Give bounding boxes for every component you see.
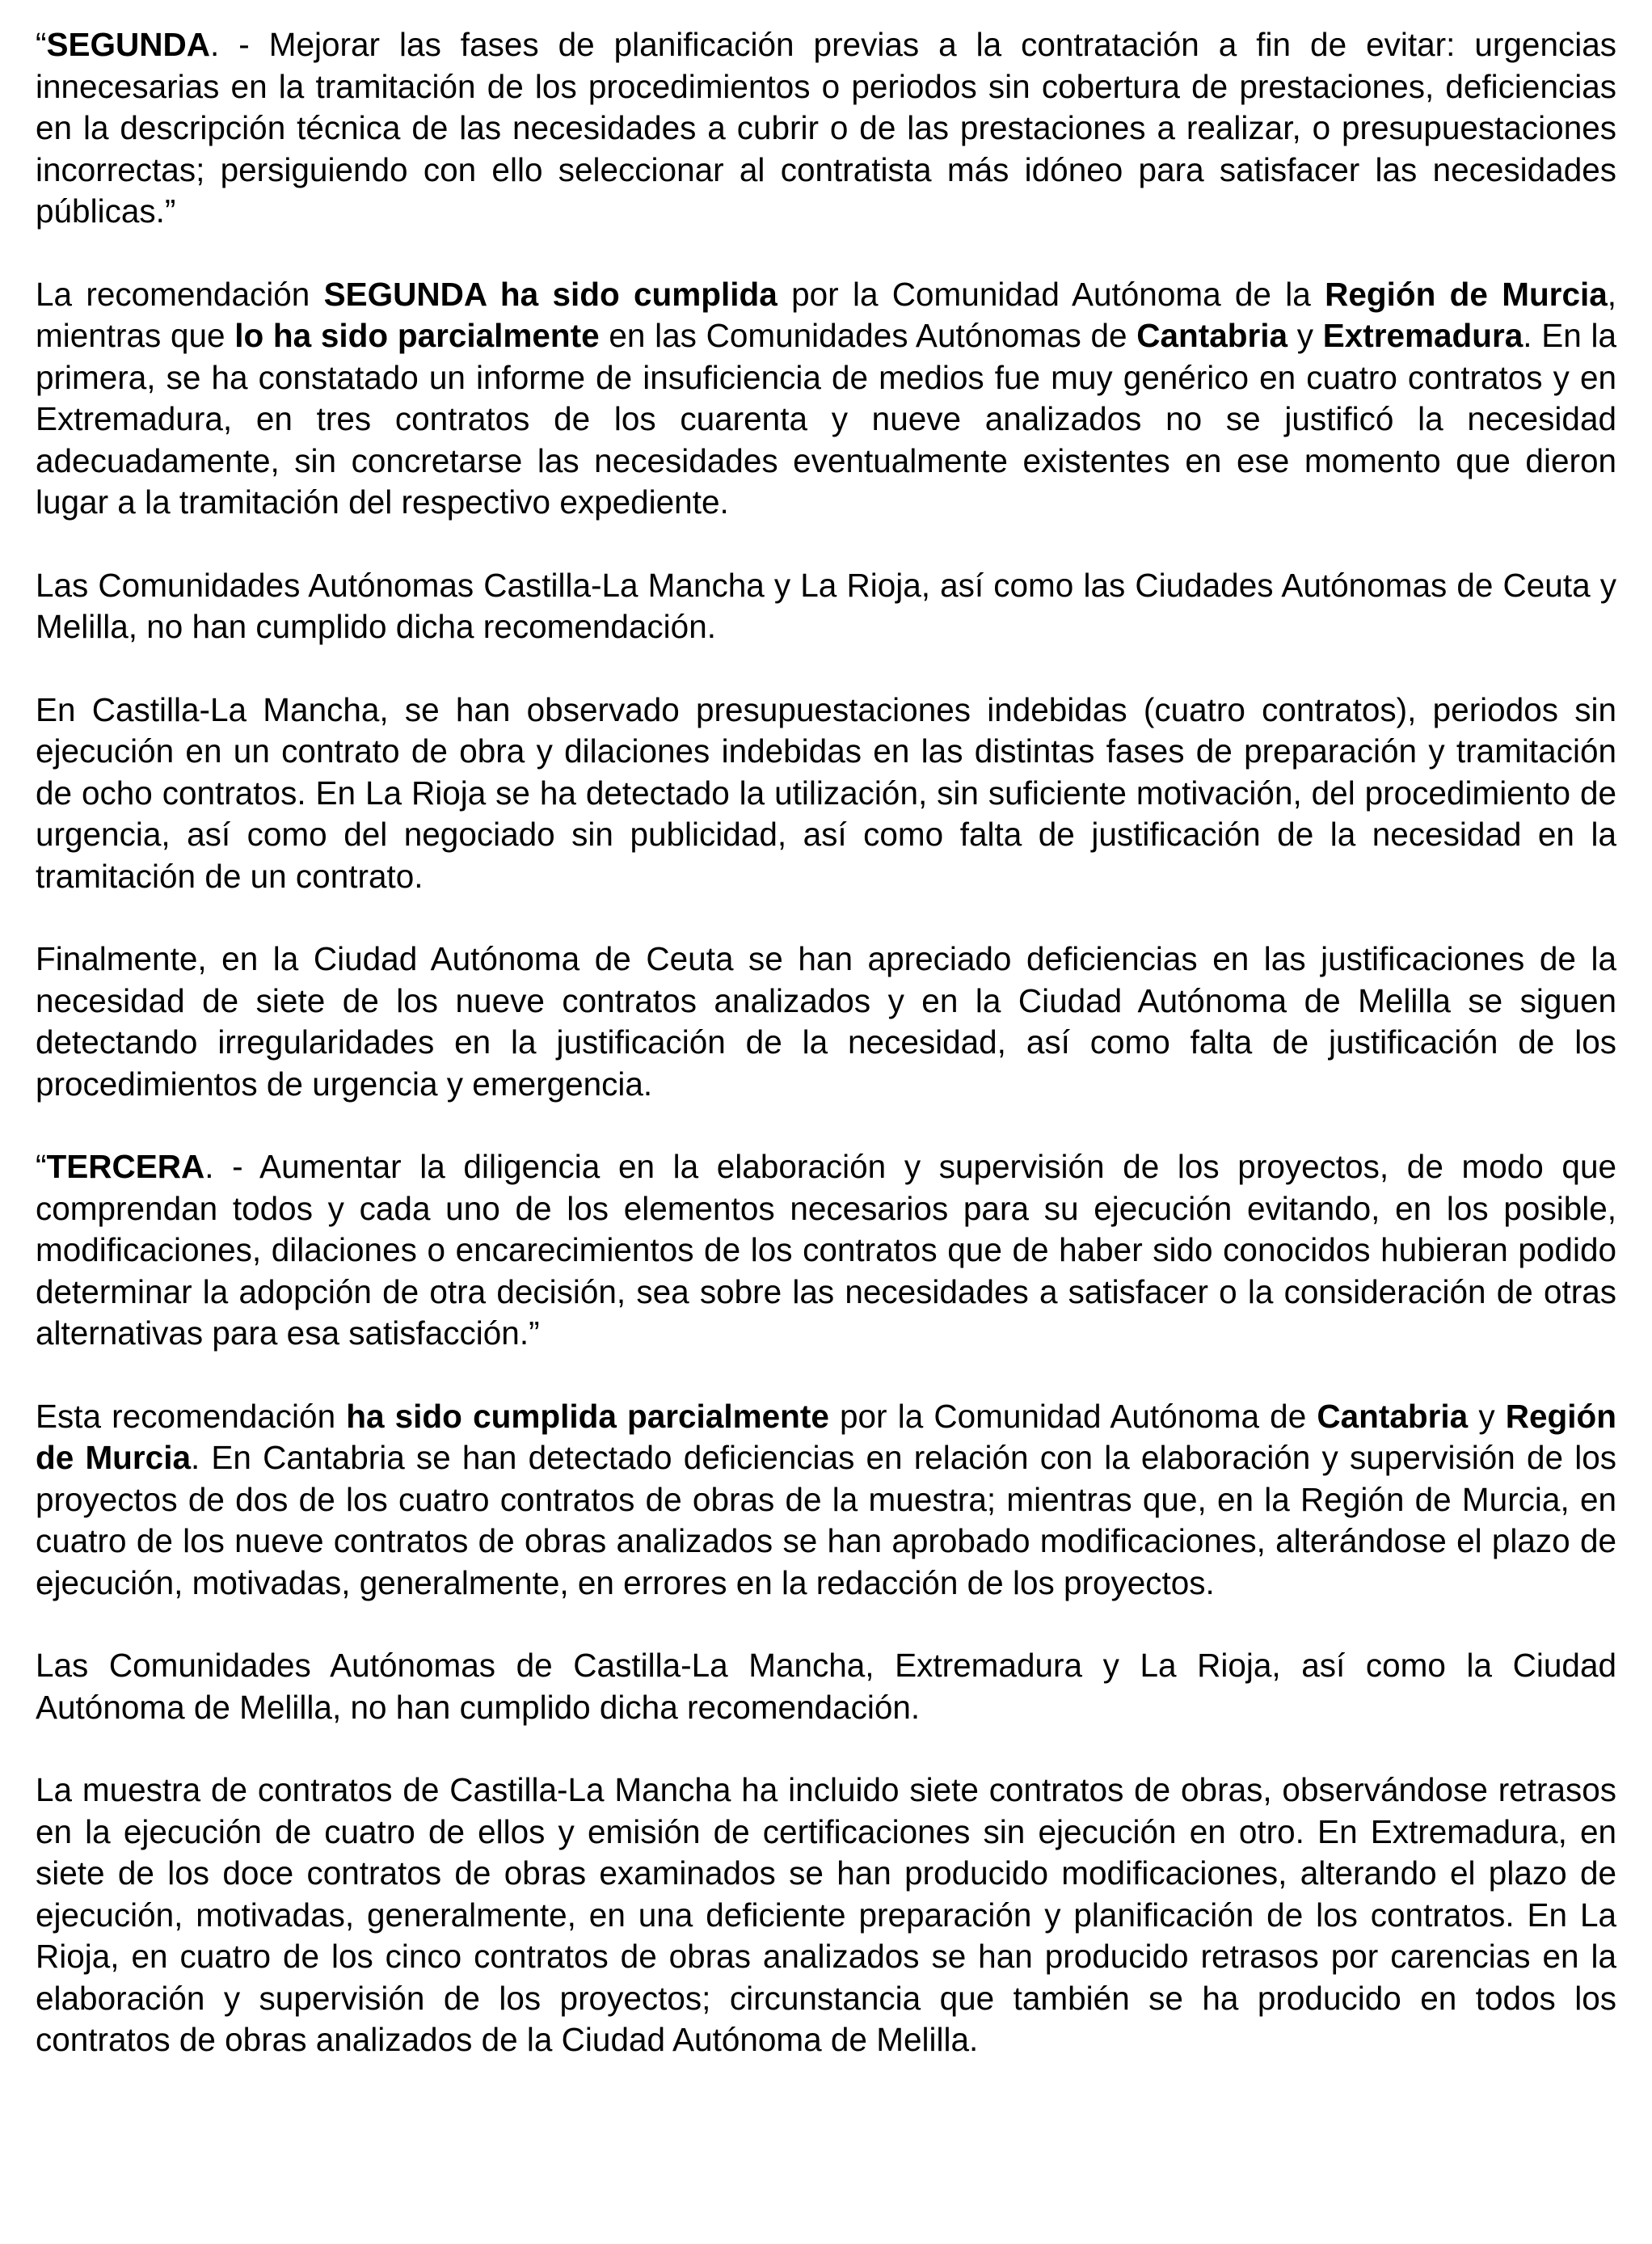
text-run: y — [1287, 317, 1323, 354]
bold-run: SEGUNDA ha sido cumplida — [323, 275, 778, 313]
bold-run: Región de Murcia — [36, 1397, 1616, 1476]
text-run: “ — [36, 1148, 47, 1185]
paragraph-segunda-cumplimiento — [36, 274, 1616, 524]
paragraph-tercera-muestra — [36, 1769, 1616, 2061]
paragraph-segunda-castilla-rioja — [36, 690, 1616, 898]
paragraph-tercera-quote — [36, 1146, 1616, 1355]
paragraph-segunda-ceuta-melilla — [36, 939, 1616, 1105]
bold-run: Cantabria — [1136, 317, 1288, 354]
text-run: . En Cantabria se han detectado deficiencias en relación con la elaboración y supervisión de los proyectos de dos de los cuatro contratos de obras de la muestra; mientras que, en la Región de Murcia, en cuatro de los nueve contratos de obras analizados se han aprobado modificaciones, alterándose el plazo de ejecución, motivadas, generalmente, en errores en la redacción de los proyectos. — [36, 1439, 1616, 1601]
text-run: Finalmente, en la Ciudad Autónoma de Ceuta se han apreciado deficiencias en las justificaciones de la necesidad de siete de los nueve contratos analizados y en la Ciudad Autónoma de Melilla se siguen detectando irregularidades en la justificación de la necesidad, así como falta de justificación de los procedimientos de urgencia y emergencia. — [36, 940, 1616, 1103]
paragraph-tercera-incumplimiento — [36, 1645, 1616, 1728]
text-run: y — [1468, 1397, 1506, 1435]
text-run: “ — [36, 26, 47, 63]
bold-run: TERCERA — [46, 1148, 205, 1185]
bold-run: lo ha sido parcialmente — [234, 317, 600, 354]
text-run: . - Mejorar las fases de planificación previas a la contratación a fin de evitar: urgencias innecesarias en la tramitación de los procedimientos o periodos sin cobertura de prestaciones, deficiencias en la descripción técnica de las necesidades a cubrir o de las prestaciones a realizar, o presupuestaciones incorrectas; persiguiendo con ello seleccionar al contratista más idóneo para satisfacer las necesidades públicas.” — [36, 26, 1616, 230]
text-run: La muestra de contratos de Castilla-La Mancha ha incluido siete contratos de obras, observándose retrasos en la ejecución de cuatro de ellos y emisión de certificaciones sin ejecución en otro. En Extremadura, en siete de los doce contratos de obras examinados se han producido modificaciones, alterando el plazo de ejecución, motivadas, generalmente, en una deficiente preparación y planificación de los contratos. En La Rioja, en cuatro de los cinco contratos de obras analizados se han producido retrasos por carencias en la elaboración y supervisión de los proyectos; circunstancia que también se ha producido en todos los contratos de obras analizados de la Ciudad Autónoma de Melilla. — [36, 1771, 1616, 2058]
bold-run: ha sido cumplida parcialmente — [346, 1397, 829, 1435]
text-run: por la Comunidad Autónoma de — [828, 1397, 1317, 1435]
text-run: por la Comunidad Autónoma de la — [777, 275, 1325, 313]
paragraph-segunda-incumplimiento — [36, 565, 1616, 648]
paragraph-tercera-cumplimiento — [36, 1396, 1616, 1605]
text-run: . - Aumentar la diligencia en la elaboración y supervisión de los proyectos, de modo que comprendan todos y cada uno de los elementos necesarios para su ejecución evitando, en los posible, modificaciones, dilaciones o encarecimientos de los contratos que de haber sido conocidos hubieran podido determinar la adopción de otra decisión, sea sobre las necesidades a satisfacer o la consideración de otras alternativas para esa satisfacción.” — [36, 1148, 1616, 1352]
document-page — [36, 24, 1616, 2103]
paragraph-segunda-quote — [36, 24, 1616, 233]
text-run: Las Comunidades Autónomas Castilla-La Mancha y La Rioja, así como las Ciudades Autónomas de Ceuta y Melilla, no han cumplido dicha recomendación. — [36, 566, 1616, 645]
text-run: en las Comunidades Autónomas de — [599, 317, 1137, 354]
text-run: Esta recomendación — [36, 1397, 347, 1435]
text-run: En Castilla-La Mancha, se han observado presupuestaciones indebidas (cuatro contratos), periodos sin ejecución en un contrato de obra y dilaciones indebidas en las distintas fases de preparación y tramitación de ocho contratos. En La Rioja se ha detectado la utilización, sin suficiente motivación, del procedimiento de urgencia, así como del negociado sin publicidad, así como falta de justificación de la necesidad en la tramitación de un contrato. — [36, 690, 1616, 895]
bold-run: SEGUNDA — [46, 26, 211, 63]
text-run: . En la primera, se ha constatado un informe de insuficiencia de medios fue muy genérico en cuatro contratos y en Extremadura, en tres contratos de los cuarenta y nueve analizados no se justificó la necesidad adecuadamente, sin concretarse las necesidades eventualmente existentes en ese momento que dieron lugar a la tramitación del respectivo expediente. — [36, 317, 1616, 521]
text-run: , mientras que — [36, 275, 1617, 354]
bold-run: Cantabria — [1317, 1397, 1469, 1435]
text-run: Las Comunidades Autónomas de Castilla-La Mancha, Extremadura y La Rioja, así como la Ciudad Autónoma de Melilla, no han cumplido dicha recomendación. — [36, 1647, 1616, 1726]
bold-run: Extremadura — [1322, 317, 1523, 354]
bold-run: Región de Murcia — [1325, 275, 1608, 313]
text-run: La recomendación — [36, 275, 324, 313]
